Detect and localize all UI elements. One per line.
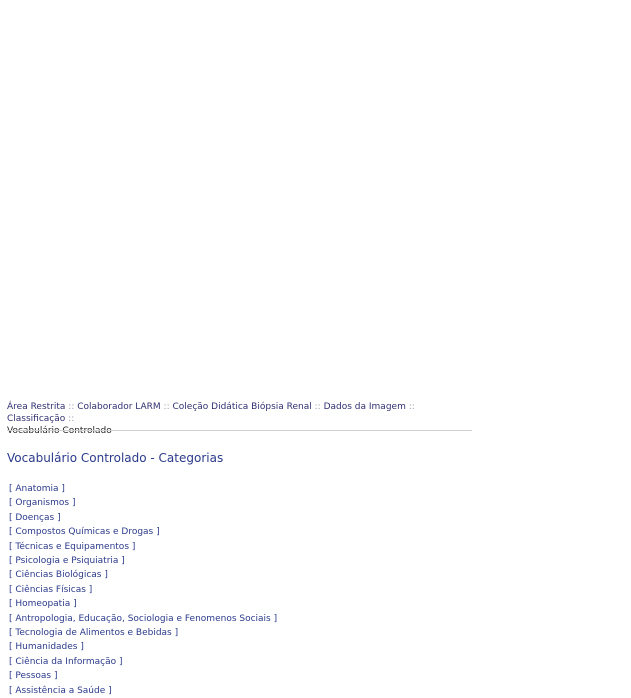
breadcrumb-link-area-restrita[interactable]: Área Restrita	[7, 402, 66, 412]
breadcrumb-current: Vocabulário Controlado	[7, 426, 112, 436]
divider	[7, 430, 472, 431]
category-link-assistencia-saude[interactable]: [ Assistência a Saúde ]	[9, 685, 112, 696]
list-item	[9, 655, 277, 669]
category-link-homeopatia[interactable]: [ Homeopatia ]	[9, 599, 77, 610]
category-link-humanidades[interactable]: [ Humanidades ]	[9, 642, 84, 653]
breadcrumb	[7, 401, 473, 437]
list-item	[9, 583, 277, 597]
page-title: Vocabulário Controlado - Categorias	[7, 451, 224, 465]
category-link-tecnicas[interactable]: [ Técnicas e Equipamentos ]	[9, 541, 136, 552]
category-link-antropologia[interactable]: [ Antropologia, Educação, Sociologia e Fenomenos Sociais ]	[9, 613, 278, 624]
breadcrumb-link-colecao-didatica[interactable]: Coleção Didática Biópsia Renal	[172, 402, 312, 412]
category-link-anatomia[interactable]: [ Anatomia ]	[9, 484, 65, 494]
breadcrumb-separator: ::	[163, 402, 170, 412]
category-link-ciencia-informacao[interactable]: [ Ciência da Informação ]	[9, 656, 123, 667]
list-item	[9, 525, 277, 539]
list-item	[9, 612, 277, 626]
breadcrumb-separator: ::	[314, 402, 321, 412]
category-link-psicologia[interactable]: [ Psicologia e Psiquiatria ]	[9, 556, 125, 567]
breadcrumb-link-colaborador-larm[interactable]: Colaborador LARM	[77, 402, 161, 412]
list-item	[9, 540, 277, 554]
category-link-doencas[interactable]: [ Doenças ]	[9, 512, 61, 523]
breadcrumb-separator: ::	[68, 402, 75, 412]
category-link-tecnologia-alimentos[interactable]: [ Tecnologia de Alimentos e Bebidas ]	[9, 628, 179, 639]
list-item	[9, 669, 277, 683]
breadcrumb-link-dados-imagem[interactable]: Dados da Imagem	[323, 402, 406, 412]
category-link-organismos[interactable]: [ Organismos ]	[9, 498, 76, 509]
category-link-pessoas[interactable]: [ Pessoas ]	[9, 671, 58, 682]
list-item	[9, 482, 277, 496]
category-link-ciencias-fisicas[interactable]: [ Ciências Físicas ]	[9, 584, 93, 595]
category-link-ciencias-biologicas[interactable]: [ Ciências Biológicas ]	[9, 570, 108, 581]
breadcrumb-link-classificacao[interactable]: Classificação	[7, 414, 66, 424]
list-item	[9, 684, 277, 698]
category-list	[9, 482, 277, 698]
list-item	[9, 597, 277, 611]
list-item	[9, 568, 277, 582]
breadcrumb-separator: ::	[408, 402, 415, 412]
category-link-compostos[interactable]: [ Compostos Químicas e Drogas ]	[9, 527, 160, 538]
list-item	[9, 554, 277, 568]
list-item	[9, 496, 277, 510]
list-item	[9, 640, 277, 654]
list-item	[9, 511, 277, 525]
breadcrumb-separator: ::	[68, 414, 75, 424]
list-item	[9, 626, 277, 640]
